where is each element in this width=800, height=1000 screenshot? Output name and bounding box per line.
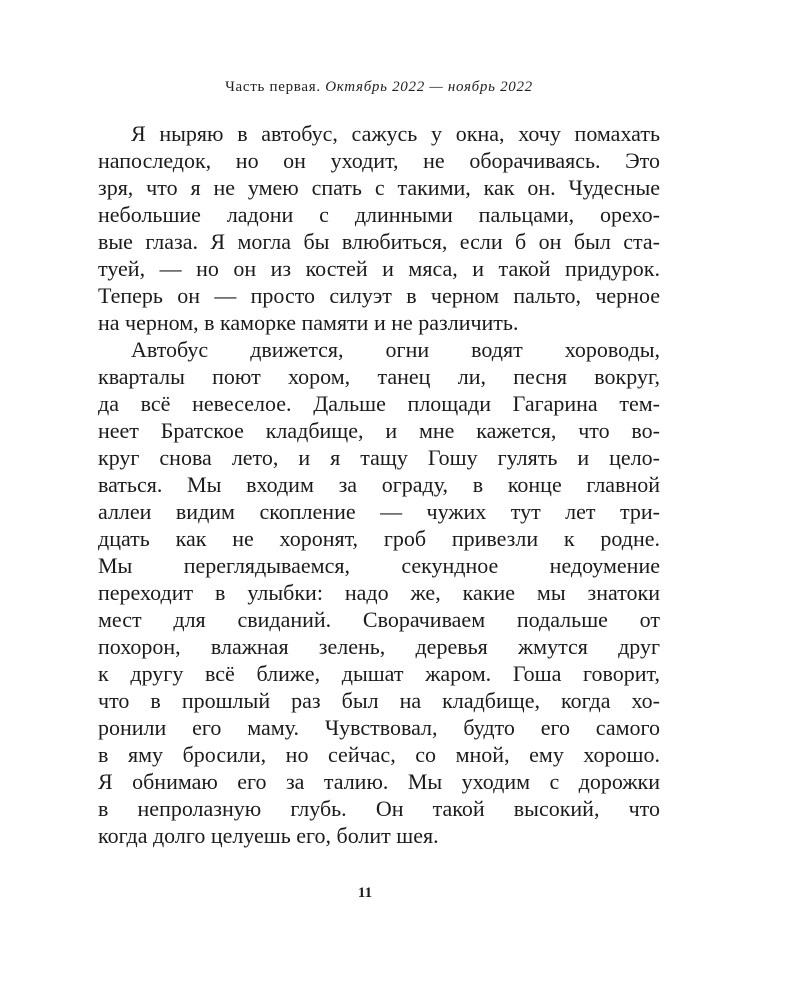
text-line: мест для свиданий. Сворачиваем подальше от	[98, 607, 660, 632]
body-text	[98, 120, 660, 849]
text-line: небольшие ладони с длинными пальцами, орехо-	[98, 202, 660, 227]
text-line: да всё невеселое. Дальше площади Гагарина тем-	[98, 391, 660, 416]
text-line: ваться. Мы входим за ограду, в конце главной	[98, 472, 660, 497]
text-line: аллеи видим скопление — чужих тут лет три-	[98, 499, 660, 524]
paragraph-1	[98, 120, 660, 336]
text-line: вые глаза. Я могла бы влюбиться, если б он был ста-	[98, 229, 660, 254]
text-line: Теперь он — просто силуэт в черном пальто, черное	[98, 283, 660, 308]
text-line: неет Братское кладбище, и мне кажется, что во-	[98, 418, 660, 443]
page-number: 11	[357, 885, 373, 901]
text-line: Автобус движется, огни водят хороводы,	[131, 337, 660, 362]
text-line: напоследок, но он уходит, не оборачиваясь. Это	[98, 148, 660, 173]
text-line: круг снова лето, и я тащу Гошу гулять и цело-	[98, 445, 660, 470]
text-line: дцать как не хоронят, гроб привезли к родне.	[98, 526, 660, 551]
text-line: что в прошлый раз был на кладбище, когда хо-	[98, 688, 660, 713]
text-line: в непролазную глубь. Он такой высокий, что	[98, 796, 660, 821]
text-line: кварталы поют хором, танец ли, песня вокруг,	[98, 364, 660, 389]
header-date-range: Октябрь 2022 — ноябрь 2022	[325, 79, 533, 95]
text-line: к другу всё ближе, дышат жаром. Гоша говорит,	[98, 661, 660, 686]
text-line: туей, — но он из костей и мяса, и такой придурок.	[98, 256, 660, 281]
text-line: Я обнимаю его за талию. Мы уходим с дорожки	[98, 769, 660, 794]
paragraph-2	[98, 336, 660, 849]
running-header	[98, 77, 660, 97]
text-line: на черном, в каморке памяти и не различить.	[98, 310, 519, 335]
text-line: переходит в улыбки: надо же, какие мы знатоки	[98, 580, 660, 605]
text-line: Мы переглядываемся, секундное недоумение	[98, 553, 660, 578]
text-line: когда долго целуешь его, болит шея.	[98, 823, 439, 848]
text-line: ронили его маму. Чувствовал, будто его самого	[98, 715, 660, 740]
text-line: зря, что я не умею спать с такими, как он. Чудесные	[98, 175, 660, 200]
header-part-title: Часть первая.	[225, 79, 321, 95]
text-line: в яму бросили, но сейчас, со мной, ему хорошо.	[98, 742, 660, 767]
text-line: Я ныряю в автобус, сажусь у окна, хочу помахать	[131, 121, 660, 146]
text-line: похорон, влажная зелень, деревья жмутся друг	[98, 634, 660, 659]
